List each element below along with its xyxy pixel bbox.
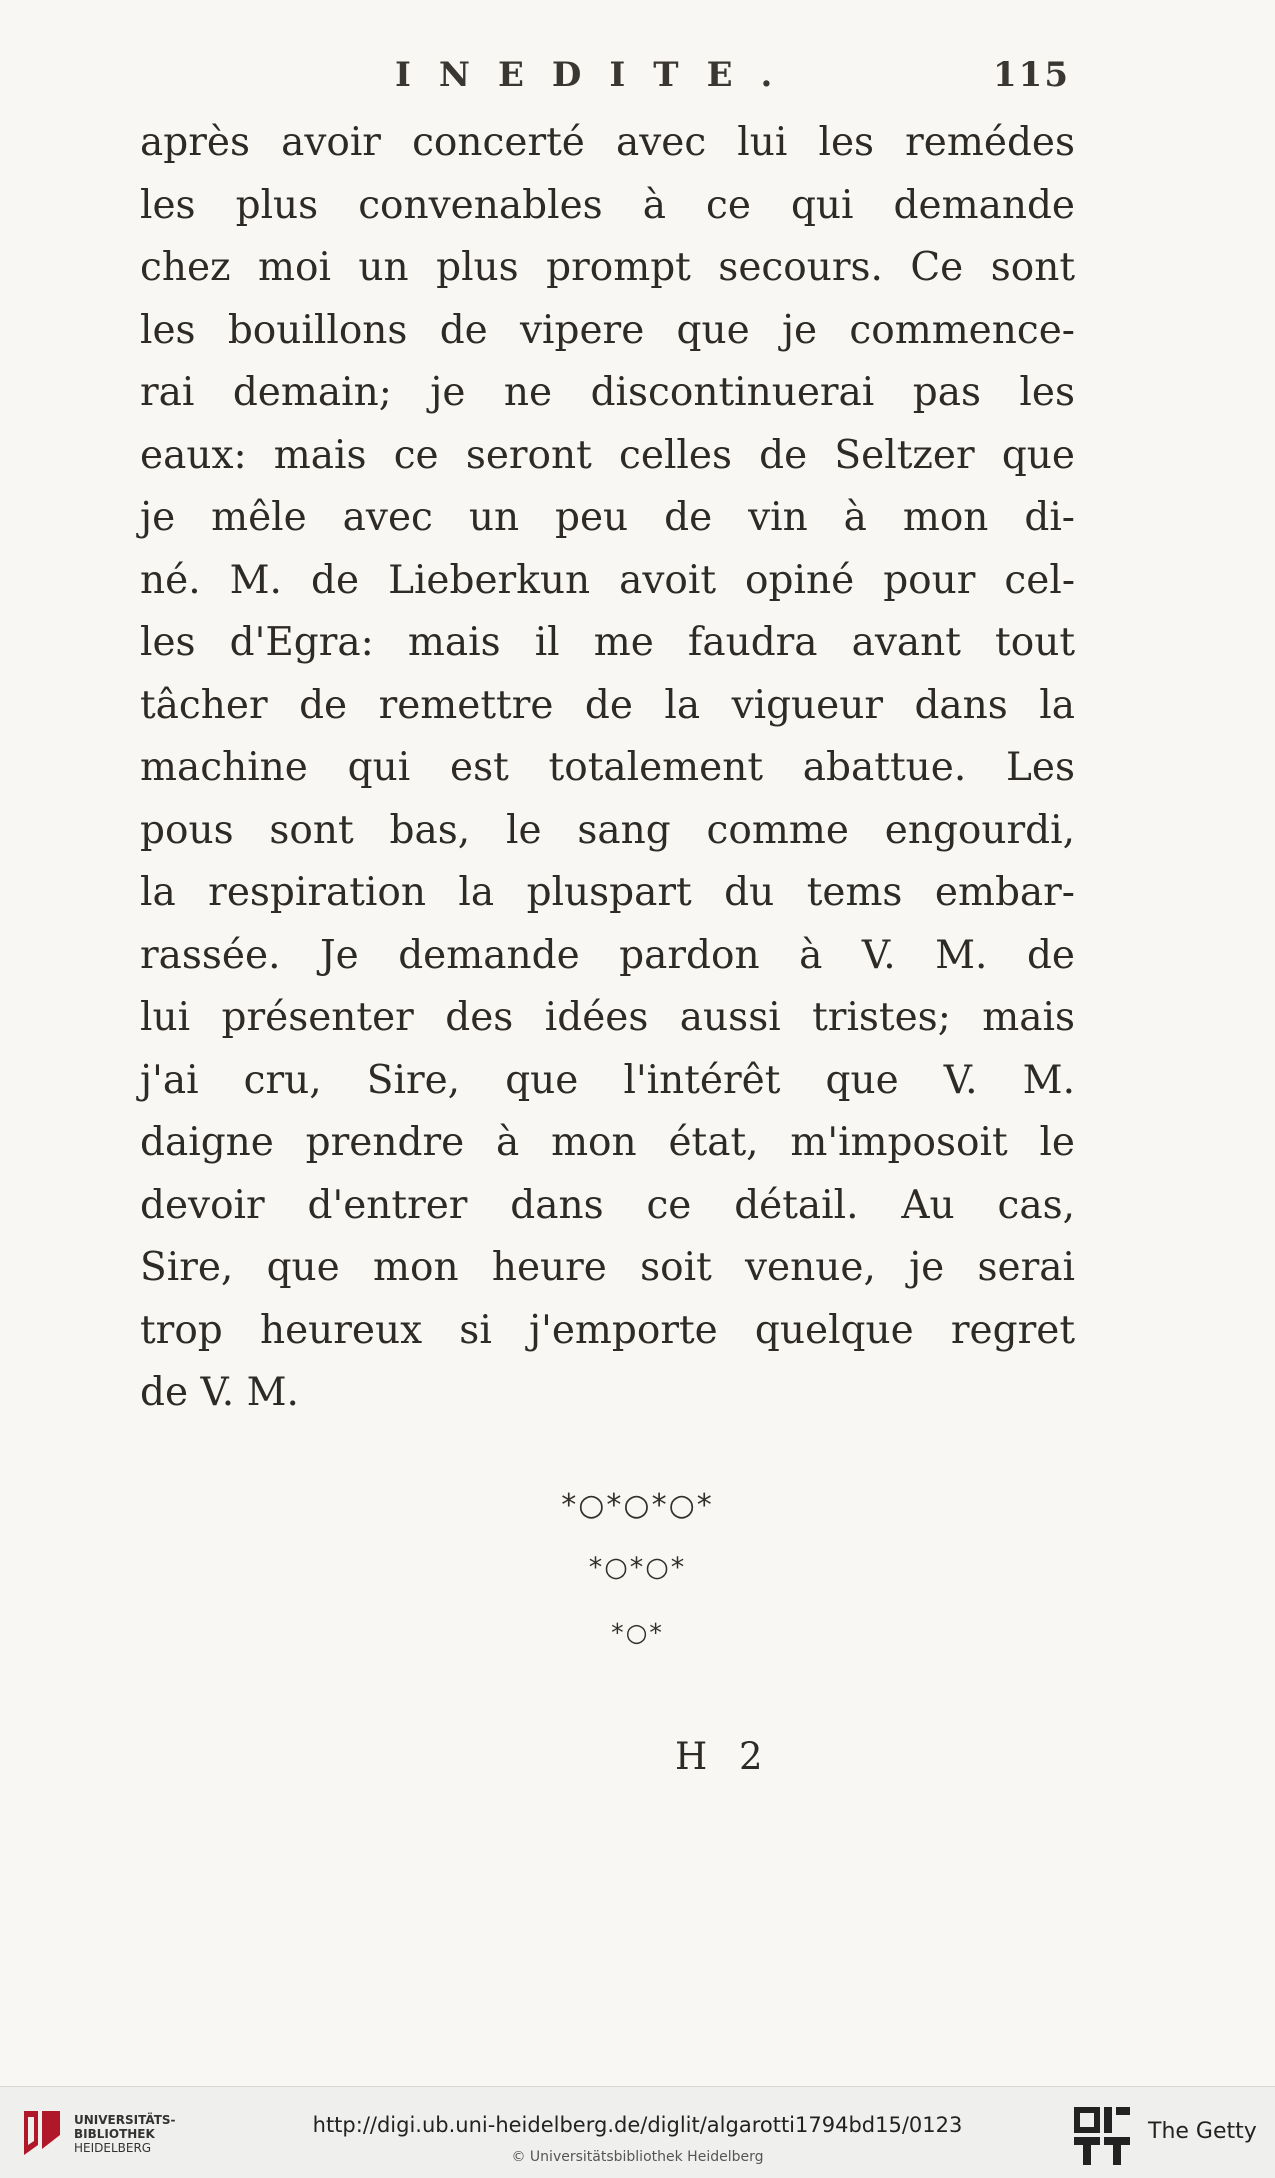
text-line: daigne prendre à mon état, m'imposoit le xyxy=(140,1120,1075,1165)
permalink-url[interactable]: http://digi.ub.uni-heidelberg.de/diglit/algarotti1794bd15/0123 xyxy=(312,2113,963,2137)
text-line: rai demain; je ne discontinuerai pas les xyxy=(140,370,1075,415)
text-line: chez moi un plus prompt secours. Ce sont xyxy=(140,245,1075,290)
text-line: lui présenter des idées aussi tristes; mais xyxy=(140,995,1075,1040)
getty-logo-icon[interactable] xyxy=(1072,2105,1132,2167)
text-line: né. M. de Lieberkun avoit opiné pour cel- xyxy=(140,557,1075,603)
text-line: les plus convenables à ce qui demande xyxy=(140,182,1075,228)
text-line: rassée. Je demande pardon à V. M. de xyxy=(140,932,1075,978)
text-line: j'ai cru, Sire, que l'intérêt que V. M. xyxy=(140,1057,1075,1103)
running-head xyxy=(140,55,1080,105)
partner-name[interactable]: The Getty xyxy=(1148,2119,1257,2144)
text-line: machine qui est totalement abattue. Les xyxy=(140,745,1075,790)
ornament-row: *○*○*○* xyxy=(561,1488,714,1523)
text-line: devoir d'entrer dans ce détail. Au cas, xyxy=(140,1182,1075,1228)
text-line: je mêle avec un peu de vin à mon di- xyxy=(140,495,1075,540)
text-line: de V. M. xyxy=(140,1370,299,1415)
footer-bar xyxy=(0,2086,1275,2178)
text-line: les d'Egra: mais il me faudra avant tout xyxy=(140,620,1075,665)
text-line: la respiration la pluspart du tems embar- xyxy=(140,870,1075,915)
text-line: eaux: mais ce seront celles de Seltzer que xyxy=(140,432,1075,478)
ornament-row: *○*○* xyxy=(588,1552,687,1583)
copyright-notice: © Universitätsbibliothek Heidelberg xyxy=(511,2149,764,2165)
running-title: INEDITE. xyxy=(395,55,801,95)
text-line: tâcher de remettre de la vigueur dans la xyxy=(140,682,1075,728)
text-line: pous sont bas, le sang comme engourdi, xyxy=(140,807,1075,853)
text-line: les bouillons de vipere que je commence- xyxy=(140,307,1075,353)
signature-mark: H 2 xyxy=(675,1735,773,1778)
text-line: trop heureux si j'emporte quelque regret xyxy=(140,1307,1075,1353)
text-line: Sire, que mon heure soit venue, je serai xyxy=(140,1245,1075,1290)
library-name: UNIVERSITÄTS- BIBLIOTHEK HEIDELBERG xyxy=(74,2113,176,2155)
text-line: après avoir concerté avec lui les remédes xyxy=(140,120,1075,165)
page-number: 115 xyxy=(993,55,1070,95)
ornament-row: *○* xyxy=(611,1618,664,1647)
body-text xyxy=(140,112,1075,1425)
